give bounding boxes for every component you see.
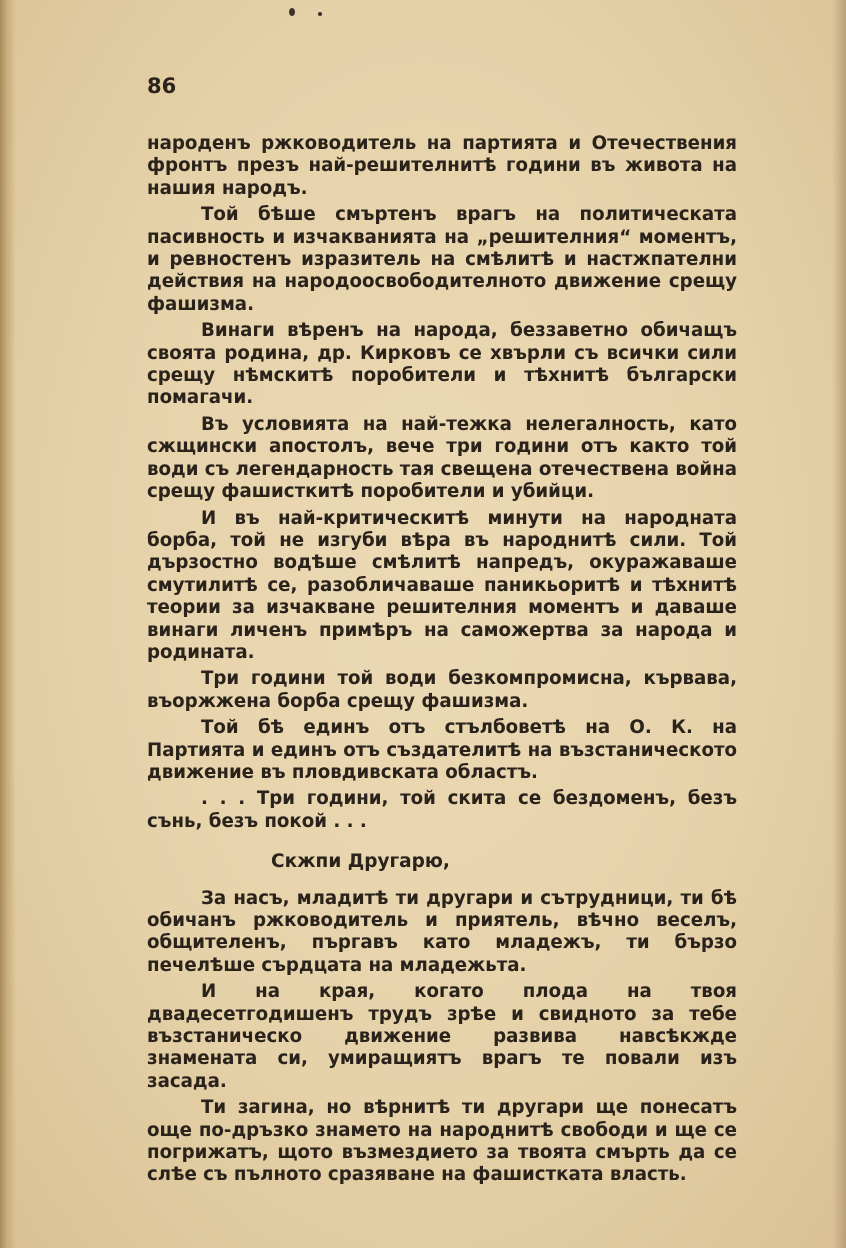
paragraph: Три години той води безкомпромисна, кървава, въоржжена борба срещу фашизма.: [147, 668, 737, 712]
paragraph: Въ условията на най-тежка нелегалность, като сжщински апостолъ, вече три години отъ както той води съ легендарность тая свещена отечествена война срещу фашисткитѣ поробители и убийци.: [147, 413, 737, 503]
ink-speck: [289, 8, 295, 16]
paragraph: . . . Три години, той скита се бездоменъ, безъ сънь, безъ покой . . .: [147, 788, 737, 832]
paragraph: Той бѣ единъ отъ стълбоветѣ на О. К. на Партията и единъ отъ създателитѣ на възстаническото движение въ пловдивската областъ.: [147, 717, 737, 783]
paragraph: народенъ ржководитель на партията и Отечествения фронтъ презъ най-решителнитѣ години въ живота на нашия народъ.: [147, 133, 737, 199]
paragraph: Винаги вѣренъ на народа, беззаветно обичащъ своята родина, др. Кирковъ се хвърли съ всички сили срещу нѣмскитѣ поробители и тѣхнитѣ български помагачи.: [147, 320, 737, 409]
letter-paragraph: И на края, когато плода на твоя двадесетгодишенъ трудъ зрѣе и свидното за тебе възстаническо движение развива навсѣкжде знамената си, умиращиятъ врагъ те повали изъ засада.: [147, 981, 737, 1092]
ink-speck: [318, 12, 322, 16]
page-left-edge: [0, 0, 16, 1248]
body-text: [147, 133, 737, 1191]
page-number: 86: [147, 74, 177, 98]
letter-salutation: Скжпи Другарю,: [271, 851, 450, 873]
paragraph: Той бѣше смъртенъ врагъ на политическата пасивность и изчакванията на „решителния“ моментъ, и ревностенъ изразитель на смѣлитѣ и настжпателни действия на народоосвободителното движение срещу фашизма.: [147, 204, 737, 315]
letter-paragraph: За насъ, младитѣ ти другари и сътрудници, ти бѣ обичанъ ржководитель и приятель, вѣчно веселъ, общителенъ, пъргавъ като младежъ, ти бързо печелѣше сърдцата на младежьта.: [147, 887, 737, 976]
paragraph: И въ най-критическитѣ минути на народната борба, той не изгуби вѣра въ народнитѣ сили. Той дързостно водѣше смѣлитѣ напредъ, окуражаваше смутилитѣ се, разобличаваше паникьоритѣ и тѣхнитѣ теории за изчакване решителния моментъ и даваше винаги личенъ примѣръ на саможертва за народа и родината.: [147, 507, 737, 663]
letter-paragraph: Ти загина, но вѣрнитѣ ти другари ще понесатъ още по-дръзко знамето на народнитѣ свободи и ще се погрижатъ, щото възмездието за твоята смърть да се слѣе съ пълното сразяване на фашистката власть.: [147, 1097, 737, 1186]
page-right-edge: [832, 0, 846, 1248]
